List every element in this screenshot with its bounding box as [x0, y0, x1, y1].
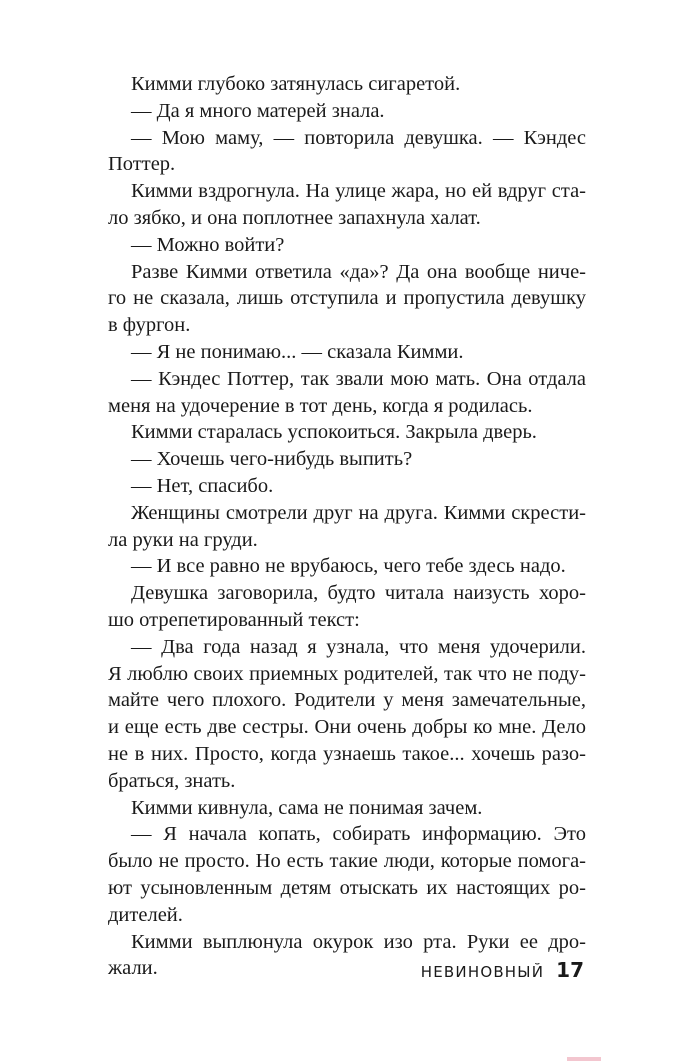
text-line: Женщины смотрели друг на друга. Кимми скрести- [131, 501, 586, 524]
text-line: Кимми глубоко затянулась сигаретой. [131, 73, 461, 95]
text-line: было не просто. Но есть такие люди, которые помога- [108, 850, 586, 873]
text-line: — Я начала копать, собирать информацию. Это [131, 823, 586, 846]
text-line: — Нет, спасибо. [131, 474, 274, 497]
text-line: Кимми кивнула, сама не понимая зачем. [131, 796, 483, 819]
text-line: — Да я много матерей знала. [131, 99, 385, 122]
running-title: НЕВИНОВНЫЙ [420, 963, 545, 981]
body-text [108, 71, 586, 982]
text-line: Девушка заговорила, будто читала наизусть хоро- [131, 582, 586, 605]
text-line: жали. [108, 957, 158, 980]
text-line: Кимми старалась успокоиться. Закрыла дверь. [131, 421, 537, 444]
text-line: ют усыновленным детям отыскать их настоящих ро- [108, 876, 586, 899]
text-line: — Можно войти? [131, 233, 285, 256]
text-line: — Кэндес Поттер, так звали мою мать. Она отдала [131, 367, 586, 390]
text-line: ло зябко, и она поплотнее запахнула халат. [108, 206, 481, 229]
text-line: браться, знать. [108, 769, 236, 792]
text-line: Разве Кимми ответила «да»? Да она вообще ниче- [131, 260, 586, 283]
text-line: — Я не понимаю... — сказала Кимми. [131, 340, 464, 363]
text-line: — Мою маму, — повторила девушка. — Кэндес [131, 126, 586, 149]
text-line: Кимми выплюнула окурок изо рта. Руки ее дро- [131, 930, 586, 953]
text-line: шо отрепетированный текст: [108, 608, 360, 631]
text-line: майте чего плохого. Родители у меня замечательные, [108, 689, 586, 712]
text-line: го не сказала, лишь отступила и пропустила девушку [108, 287, 586, 310]
scan-edge-mark [567, 1057, 601, 1061]
text-line: в фургон. [108, 314, 191, 337]
text-line: меня на удочерение в тот день, когда я родилась. [108, 394, 533, 417]
text-line: Я люблю своих приемных родителей, так что не поду- [108, 662, 586, 685]
text-line: дителей. [108, 903, 183, 926]
text-line: не в них. Просто, когда узнаешь такое... хочешь разо- [108, 742, 586, 765]
text-line: Кимми вздрогнула. На улице жара, но ей вдруг ста- [131, 180, 586, 203]
text-line: — Хочешь чего-нибудь выпить? [131, 448, 413, 471]
text-line: ла руки на груди. [108, 528, 258, 551]
text-line: и еще есть две сестры. Они очень добры ко мне. Дело [108, 716, 586, 739]
page-footer [421, 958, 584, 982]
text-line: — И все равно не врубаюсь, чего тебе здесь надо. [131, 555, 566, 578]
text-line: Поттер. [108, 153, 176, 176]
text-line: — Два года назад я узнала, что меня удочерили. [131, 635, 586, 658]
page-number: 17 [556, 958, 584, 982]
